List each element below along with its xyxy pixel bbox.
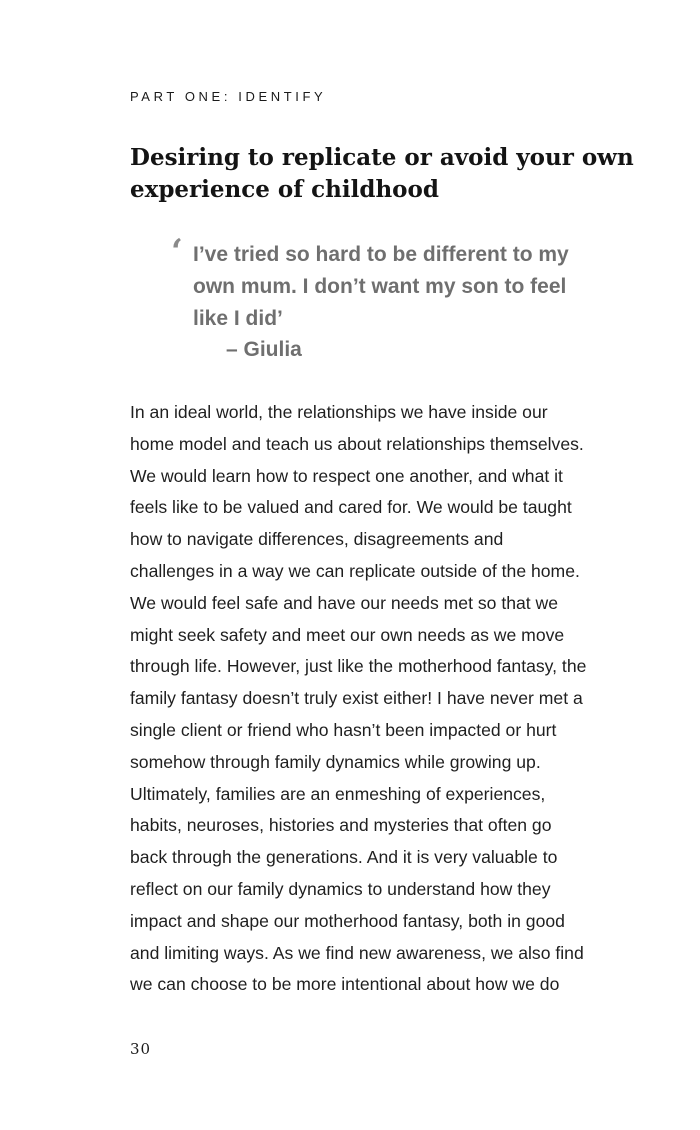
body-line: feels like to be valued and cared for. We would be taught xyxy=(130,497,572,518)
body-line: through life. However, just like the motherhood fantasy, the xyxy=(130,656,587,677)
body-line: impact and shape our motherhood fantasy, both in good xyxy=(130,910,565,931)
body-line: challenges in a way we can replicate outside of the home. xyxy=(130,560,580,581)
section-heading-line: experience of childhood xyxy=(130,176,439,203)
running-head: PART ONE: IDENTIFY xyxy=(130,89,327,104)
body-line: might seek safety and meet our own needs as we move xyxy=(130,624,565,645)
quote-mark-icon: ‘ xyxy=(171,232,183,272)
body-line: We would feel safe and have our needs met so that we xyxy=(130,592,559,613)
body-line: In an ideal world, the relationships we have inside our xyxy=(130,402,548,422)
body-line: habits, neuroses, histories and mysteries that often go xyxy=(130,815,552,836)
body-line: how to navigate differences, disagreements and xyxy=(130,529,504,550)
body-line: back through the generations. And it is very valuable to xyxy=(130,847,558,868)
quote-attribution: – Giulia xyxy=(226,338,302,361)
body-paragraph xyxy=(130,397,630,1001)
body-line: Ultimately, families are an enmeshing of experiences, xyxy=(130,783,546,804)
pull-quote-line: like I did’ xyxy=(193,307,283,330)
section-heading-line: Desiring to replicate or avoid your own xyxy=(130,144,634,171)
body-line: somehow through family dynamics while growing up. xyxy=(130,751,541,772)
pull-quote-line: I’ve tried so hard to be different to my xyxy=(193,243,569,266)
body-line: We would learn how to respect one another, and what it xyxy=(130,465,563,486)
page-number: 30 xyxy=(130,1040,152,1058)
pull-quote xyxy=(193,239,613,335)
body-line: and limiting ways. As we find new awareness, we also find xyxy=(130,942,584,963)
pull-quote-line: own mum. I don’t want my son to feel xyxy=(193,275,567,298)
body-line: home model and teach us about relationships themselves. xyxy=(130,433,584,454)
body-line: family fantasy doesn’t truly exist either! I have never met a xyxy=(130,688,583,709)
section-heading xyxy=(130,142,634,206)
body-line: we can choose to be more intentional about how we do xyxy=(130,974,560,995)
body-line: reflect on our family dynamics to understand how they xyxy=(130,878,551,899)
body-line: single client or friend who hasn’t been impacted or hurt xyxy=(130,719,557,740)
